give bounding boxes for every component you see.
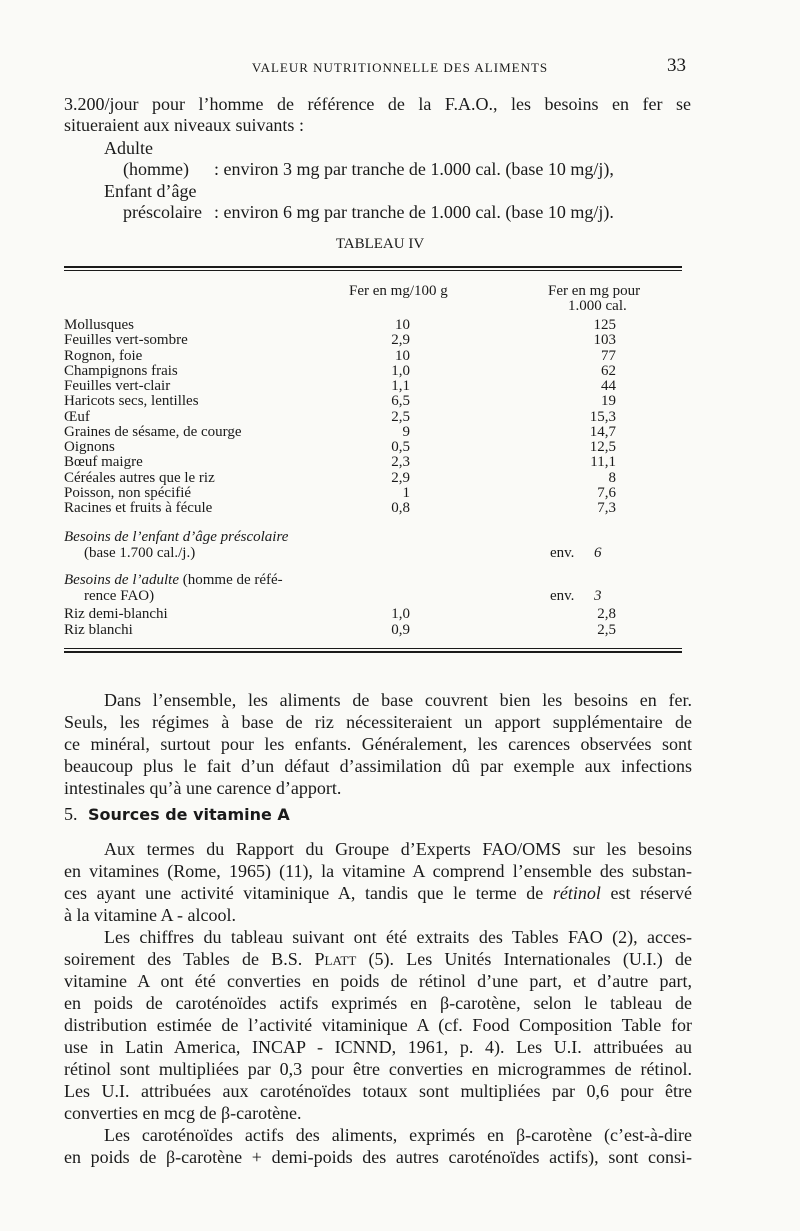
row-value-per100g: 1,1 [391,378,410,394]
row-value-per1000cal: 14,7 [589,423,616,440]
para-line: Seuls, les régimes à base de riz nécessiteraient un apport supplémentaire de [64,712,692,732]
row-food: Riz demi-blanchi [64,606,168,622]
row-value-per100g: 1,0 [391,606,410,622]
child-sub: préscolaire [123,202,202,222]
row-value-per1000cal: 103 [593,332,616,349]
para-line: est réservé [610,883,692,903]
adult-need-label-rest: (homme de réfé- [182,572,283,588]
row-food: Racines et fruits à fécule [64,500,213,516]
page-number: 33 [667,55,686,76]
row-food: Haricots secs, lentilles [64,393,199,410]
row-value-per100g: 2,3 [391,454,410,471]
row-value-per100g: 2,9 [391,332,410,349]
row-value-per1000cal: 12,5 [589,439,616,455]
adult-need-value: 3 [594,588,602,604]
table-bottom-rule [64,651,682,653]
para-line: vitamine A ont été converties en poids de rétinol d’une part, et d’autre part, [64,971,692,991]
section-title: Sources de vitamine A [88,805,290,824]
row-food: Graines de sésame, de courge [64,423,242,440]
table-bottom-rule [64,648,682,649]
row-food: Mollusques [64,317,135,333]
row-food: Oignons [64,439,115,455]
table-top-rule [64,270,682,271]
para-line: à la vitamine A - alcool. [64,905,236,925]
row-food: Œuf [64,408,90,425]
para-line: beaucoup plus le fait d’un défaut d’assimilation dû par exemple aux infections [64,756,692,776]
para-line: Les caroténoïdes actifs des aliments, exprimés en β-carotène (c’est-à-dire [104,1125,692,1145]
row-value-per1000cal: 11,1 [590,454,616,471]
row-value-per1000cal: 15,3 [589,408,616,425]
retinol-term: rétinol [552,883,601,903]
row-value-per100g: 0,5 [391,439,410,455]
child-label: Enfant d’âge [104,181,197,201]
row-value-per1000cal: 62 [601,362,616,379]
row-value-per100g: 1 [402,484,410,501]
para-line: Dans l’ensemble, les aliments de base couvrent bien les besoins en fer. [104,690,692,710]
author-name: Platt [314,949,357,969]
para-line: soirement des Tables de B.S. [64,949,303,969]
row-food: Bœuf maigre [64,454,143,471]
row-value-per1000cal: 77 [601,347,616,364]
row-food: Feuilles vert-clair [64,378,171,394]
para-line: en vitamines (Rome, 1965) (11), la vitamine A comprend l’ensemble des substan- [64,861,692,881]
row-value-per1000cal: 8 [608,469,616,486]
para-line: Les U.I. attribuées aux caroténoïdes totaux sont multipliées par 0,6 pour être [64,1081,692,1101]
row-food: Poisson, non spécifié [64,484,192,501]
para-line: rétinol sont multipliées par 0,3 pour être converties en microgrammes de rétinol. [64,1059,692,1079]
col-header: Fer en mg pour [548,283,641,299]
para-line: en poids de β-carotène + demi-poids des autres caroténoïdes actifs), sont consi- [64,1147,692,1167]
para-line: use in Latin America, INCAP - ICNND, 1961, p. 4). Les U.I. attribuées au [64,1037,692,1057]
row-value-per1000cal: 19 [601,393,616,410]
section-number: 5. [64,804,78,824]
adult-value: : environ 3 mg par tranche de 1.000 cal. (base 10 mg/j), [214,159,614,179]
row-value-per100g: 6,5 [391,393,410,410]
row-value-per100g: 2,9 [391,469,410,486]
child-value: : environ 6 mg par tranche de 1.000 cal. (base 10 mg/j). [214,202,614,222]
table-title: TABLEAU IV [335,236,425,252]
row-value-per1000cal: 7,3 [597,500,616,516]
adult-label: Adulte [104,138,153,158]
row-food: Riz blanchi [64,621,133,638]
child-need-env: env. [550,545,575,561]
row-food: Champignons frais [64,362,178,379]
row-value-per100g: 2,5 [391,408,410,425]
child-need-label: Besoins de l’enfant d’âge préscolaire [64,529,289,545]
para-line: en poids de caroténoïdes actifs exprimés en β-carotène, selon le tableau de [64,993,692,1013]
row-food: Céréales autres que le riz [64,469,215,486]
row-value-per100g: 10 [395,347,410,364]
adult-sub: (homme) [123,159,189,179]
row-value-per100g: 10 [395,317,410,333]
row-value-per100g: 1,0 [391,362,410,379]
adult-need-label: Besoins de l’adulte [64,572,179,588]
intro-line: 3.200/jour pour l’homme de référence de la F.A.O., les besoins en fer se [64,94,691,114]
para-line: Les chiffres du tableau suivant ont été extraits des Tables FAO (2), acces- [104,927,692,947]
row-value-per1000cal: 2,8 [597,606,616,622]
row-value-per1000cal: 7,6 [597,484,616,501]
col-header: 1.000 cal. [568,298,627,314]
para-line: Aux termes du Rapport du Groupe d’Experts FAO/OMS sur les besoins [104,839,692,859]
para-line: (5). Les Unités Internationales (U.I.) de [368,949,693,969]
row-value-per1000cal: 2,5 [597,621,616,638]
adult-need-base: rence FAO) [84,588,155,604]
row-value-per1000cal: 44 [601,378,616,394]
running-head: VALEUR NUTRITIONNELLE DES ALIMENTS [251,60,549,75]
para-line: ce minéral, surtout pour les enfants. Généralement, les carences observées sont [64,734,692,754]
row-value-per100g: 0,8 [391,500,410,516]
child-need-value: 6 [594,545,602,561]
para-line: distribution estimée de l’activité vitaminique A (cf. Food Composition Table for [64,1015,692,1035]
para-line: ces ayant une activité vitaminique A, tandis que le terme de [64,883,544,903]
adult-need-env: env. [550,588,575,604]
col-header: Fer en mg/100 g [349,283,448,299]
row-value-per100g: 9 [402,423,410,440]
row-value-per100g: 0,9 [391,621,410,638]
row-value-per1000cal: 125 [593,317,616,333]
table-top-rule [64,266,682,268]
intro-line: situeraient aux niveaux suivants : [64,115,304,135]
para-line: converties en mcg de β-carotène. [64,1103,302,1123]
row-food: Rognon, foie [64,347,143,364]
child-need-base: (base 1.700 cal./j.) [84,545,196,561]
row-food: Feuilles vert-sombre [64,332,188,349]
para-line: intestinales qu’à une carence d’apport. [64,778,342,798]
